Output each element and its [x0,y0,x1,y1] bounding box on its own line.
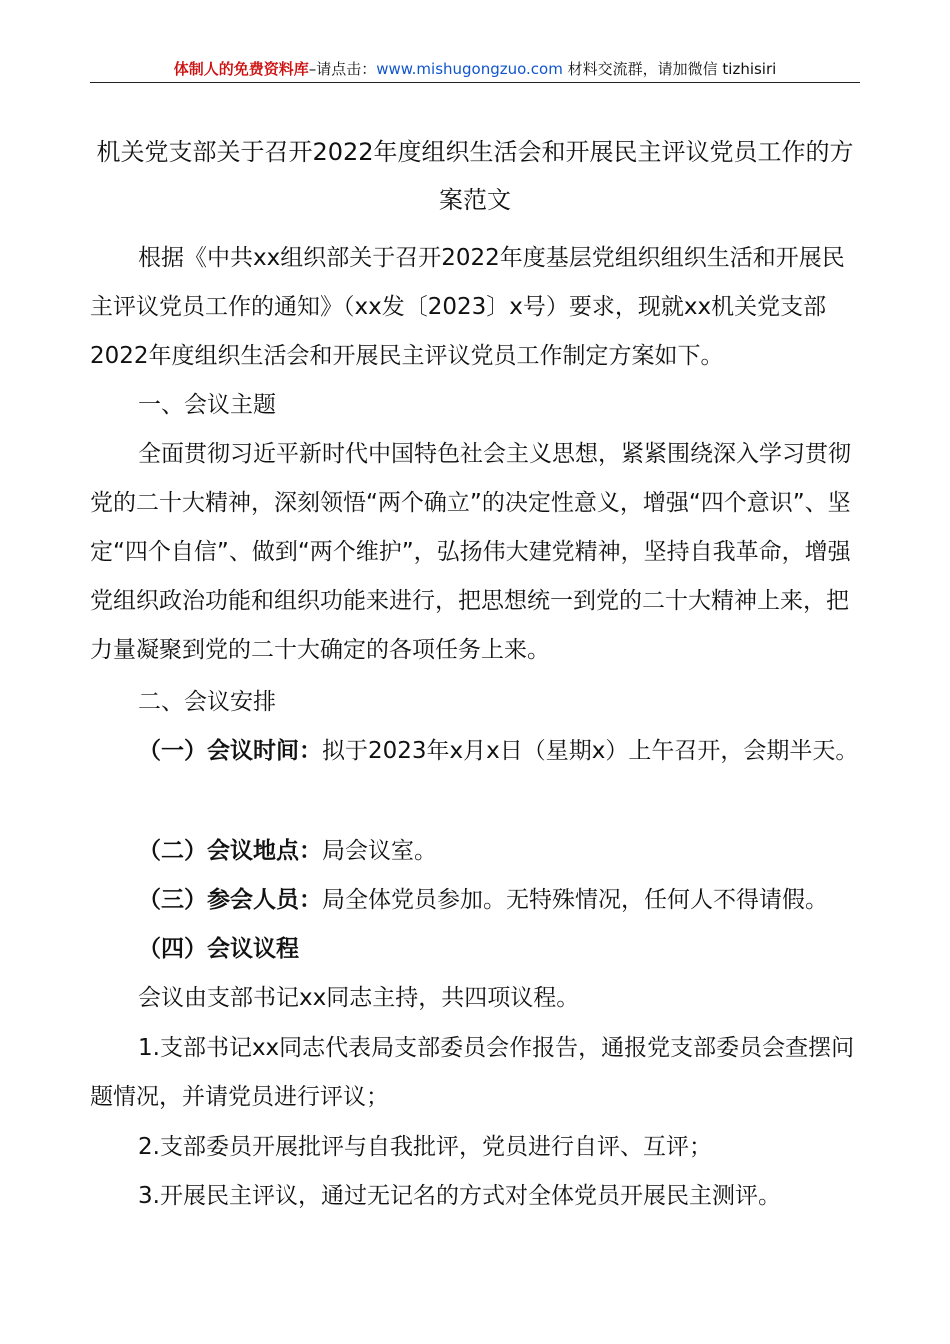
section1-heading: 一、会议主题 [138,392,276,418]
section2-heading: 二、会议安排 [138,689,276,715]
header-suffix: 材料交流群，请加微信 tizhisiri [562,60,777,78]
meeting-attendees-value: 局全体党员参加。无特殊情况，任何人不得请假。 [322,887,828,913]
meeting-place-value: 局会议室。 [322,838,437,864]
header-divider [90,82,860,83]
meeting-attendees-label: （三）参会人员： [138,887,322,913]
document-title: 机关党支部关于召开2022年度组织生活会和开展民主评议党员工作的方案范文 [96,138,854,214]
site-header [90,58,860,80]
agenda-heading: （四）会议议程 [138,936,299,962]
agenda-intro: 会议由支部书记xx同志主持，共四项议程。 [138,985,580,1011]
intro-paragraph: 根据《中共xx组织部关于召开2022年度基层党组织组织生活和开展民主评议党员工作的通知》（xx发〔2023〕x号）要求，现就xx机关党支部2022年度组织生活会和开展民主评议党员工作制定方案如下。 [90,245,845,369]
meeting-place [90,827,860,876]
meeting-attendees [90,876,860,925]
meeting-time-value: 拟于2023年x月x日（星期x）上午召开，会期半天。 [322,738,859,764]
meeting-time [90,727,860,776]
agenda-item-1: 1.支部书记xx同志代表局支部委员会作报告，通报党支部委员会查摆问题情况，并请党员进行评议； [90,1035,855,1110]
header-brand: 体制人的免费资料库 [173,60,309,78]
meeting-place-label: （二）会议地点： [138,838,322,864]
agenda-item-2: 2.支部委员开展批评与自我批评，党员进行自评、互评； [138,1134,712,1160]
header-link[interactable]: www.mishugongzuo.com [376,60,563,78]
header-prompt: –请点击： [308,60,377,78]
section1-body: 全面贯彻习近平新时代中国特色社会主义思想，紧紧围绕深入学习贯彻党的二十大精神，深刻领悟“两个确立”的决定性意义，增强“四个意识”、坚定“四个自信”、做到“两个维护”，弘扬伟大建党精神，坚持自我革命，增强党组织政治功能和组织功能来进行，把思想统一到党的二十大精神上来，把力量凝聚到党的二十大确定的各项任务上来。 [90,441,851,663]
agenda-item-3: 3.开展民主评议，通过无记名的方式对全体党员开展民主测评。 [138,1183,781,1209]
meeting-time-label: （一）会议时间： [138,738,322,764]
